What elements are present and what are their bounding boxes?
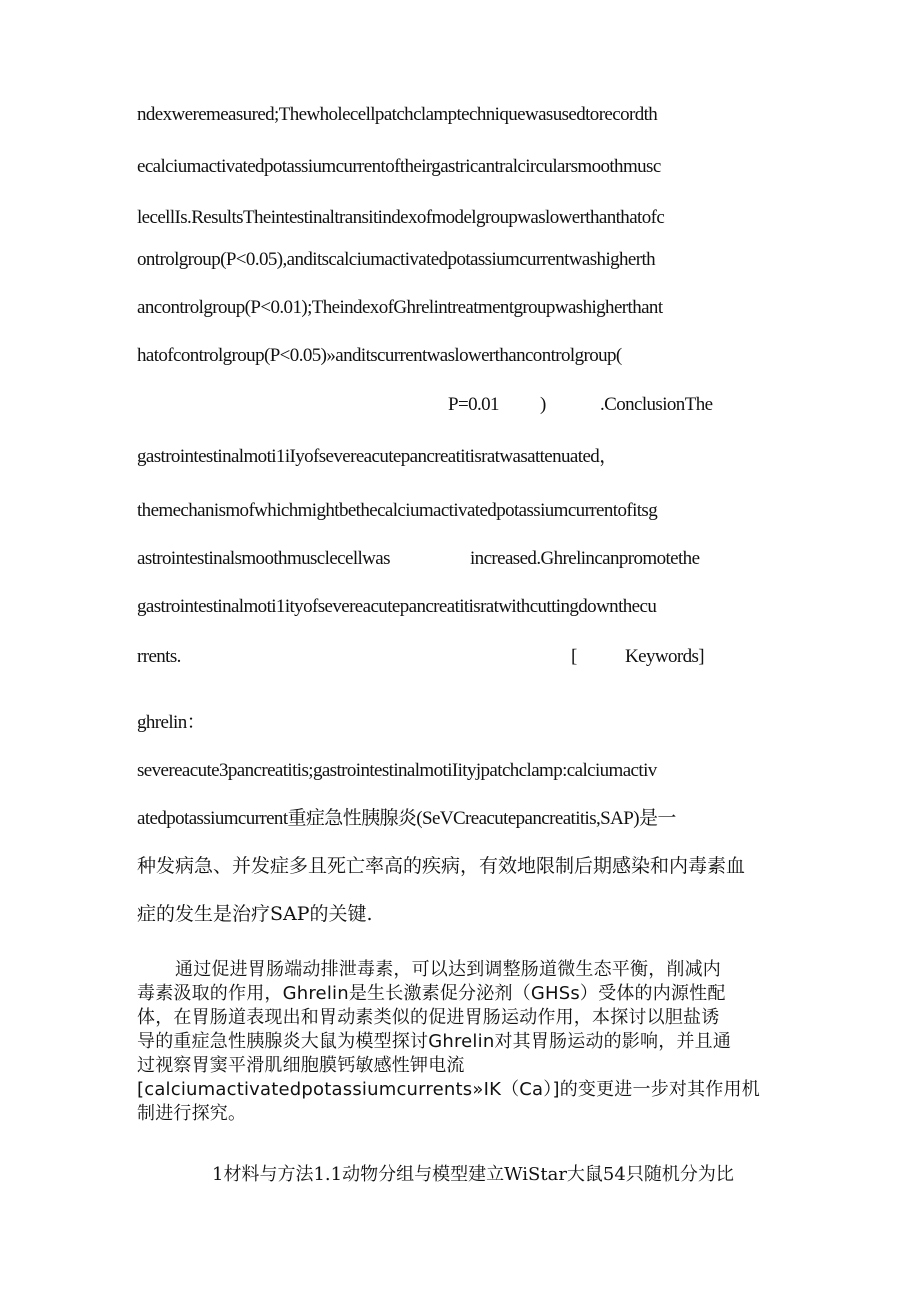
- keywords-line: severeacute3pancreatitis;gastrointestinalmotiIityjpatchclamp:calciumactiv: [137, 760, 657, 781]
- closing-paren: ): [540, 394, 546, 415]
- p-value-text: P=0.01: [448, 394, 499, 415]
- abstract-line-6: hatofcontrolgroup(P<0.05)»anditscurrentwaslowerthancontrolgroup(: [137, 345, 622, 366]
- body-line-5: 过视察胃窦平滑肌细胞膜钙敏感性钾电流: [137, 1055, 465, 1076]
- keywords-label: Keywords]: [625, 646, 705, 667]
- abstract-line-10b: increased.Ghrelincanpromotethe: [470, 548, 700, 569]
- intro-line-2: 种发病急、并发症多且死亡率高的疾病，有效地限制后期感染和内毒素血: [137, 855, 746, 877]
- intro-line-3: 症的发生是治疗SAP的关键.: [137, 903, 373, 925]
- abstract-line-4: ontrolgroup(P<0.05),anditscalciumactivatedpotassiumcurrentwashigherth: [137, 249, 656, 270]
- keywords-bracket: [: [571, 646, 577, 667]
- abstract-line-10a: astrointestinalsmoothmusclecellwas: [137, 548, 390, 569]
- conclusion-heading: .ConclusionThe: [600, 394, 713, 415]
- abstract-line-8: gastrointestinalmoti1iIyofsevereacutepancreatitisratwasattenuated，: [137, 446, 618, 467]
- body-paragraph: [137, 958, 787, 1126]
- body-line-3: 体，在胃肠道表现出和胃动素类似的促进胃肠运动作用，本探讨以胆盐诱: [137, 1007, 720, 1028]
- abstract-line-1: ndexweremeasured;Thewholecellpatchclamptechniquewasusedtorecordth: [137, 104, 658, 125]
- section-heading: 1材料与方法1.1动物分组与模型建立WiStar大鼠54只随机分为比: [212, 1164, 734, 1185]
- abstract-line-12: rrents.: [137, 646, 181, 667]
- body-line-4: 导的重症急性胰腺炎大鼠为模型探讨Ghrelin对其胃肠运动的影响，并且通: [137, 1031, 732, 1052]
- body-line-1: 通过促进胃肠端动排泄毒素，可以达到调整肠道微生态平衡，削减内: [175, 959, 721, 980]
- abstract-line-5: ancontrolgroup(P<0.01);TheindexofGhrelintreatmentgroupwashigherthant: [137, 297, 663, 318]
- abstract-line-9: themechanismofwhichmightbethecalciumactivatedpotassiumcurrentofitsg: [137, 500, 658, 521]
- abstract-line-2: ecalciumactivatedpotassiumcurrentoftheirgastricantralcircularsmoothmusc: [137, 156, 661, 177]
- body-line-2: 毒素汲取的作用，Ghrelin是生长激素促分泌剂（GHSs）受体的内源性配: [137, 983, 726, 1004]
- body-line-7: 制进行探究。: [137, 1103, 247, 1124]
- abstract-line-3: lecellIs.ResultsTheintestinaltransitindexofmodelgroupwaslowerthanthatofc: [137, 207, 665, 228]
- keyword-ghrelin: ghrelin：: [137, 712, 206, 733]
- abstract-line-11: gastrointestinalmoti1ityofsevereacutepancreatitisratwithcuttingdownthecu: [137, 596, 657, 617]
- intro-line-1: atedpotassiumcurrent重症急性胰腺炎(SeVCreacutepancreatitis,SAP)是一: [137, 808, 676, 829]
- body-line-6: [calciumactivatedpotassiumcurrents»IK（Ca）]的变更进一步对其作用机: [137, 1079, 760, 1100]
